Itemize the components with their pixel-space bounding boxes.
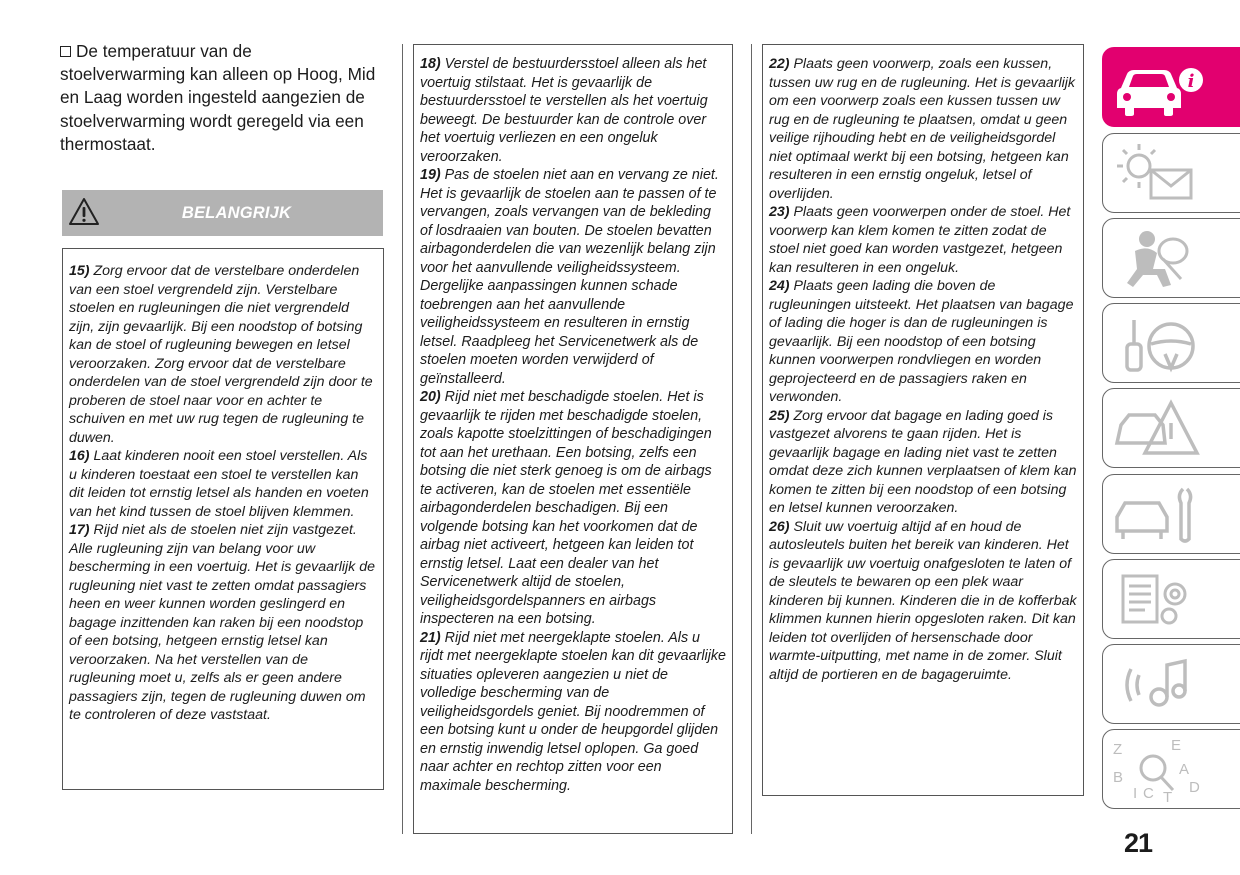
- warning-item: [420, 388, 726, 629]
- warning-number: 25): [769, 407, 790, 424]
- technical-data-icon: [1109, 566, 1205, 632]
- dashboard-lights-icon: [1109, 140, 1205, 206]
- banner-title: BELANGRIJK: [181, 204, 292, 222]
- sidebar-tab-instruments[interactable]: [1102, 133, 1240, 213]
- warning-item: [420, 166, 726, 388]
- warning-number: 23): [769, 204, 790, 220]
- warning-item: [769, 55, 1077, 203]
- warning-item: [769, 518, 1077, 685]
- sidebar-tab-starting-driving[interactable]: [1102, 303, 1240, 383]
- warning-number: 15): [69, 263, 90, 279]
- car-maintenance-icon: [1109, 481, 1205, 547]
- warning-number: 24): [769, 278, 790, 294]
- index-letter: D: [1189, 779, 1200, 796]
- warning-text: Zorg ervoor dat bagage en lading goed is vastgezet alvorens te gaan rijden. Het is gevaarlijk bagage en lading niet vast te zetten omdat deze zich kunnen verplaatsen of klem kan komen te zitten bij een noodstop of een botsing en letsel kunnen veroorzaken.: [769, 407, 1077, 516]
- sidebar-tab-index[interactable]: [1102, 729, 1240, 809]
- warning-text: Rijd niet als de stoelen niet zijn vastgezet. Alle rugleuning zijn van belang voor uw bescherming in een voertuig. Het is gevaarlijk de rugleuning niet vast te zetten omdat passagiers heen en weer kunnen worden geslingerd en bagage inzittenden kan raken bij een noodstop of een botsing, hetgeen ernstig letsel kan veroorzaken. Na het verstellen van de rugleuning moet u, zelfs als er geen andere passagiers zijn, tegen de rugleuning duwen om te controleren of deze vaststaat.: [69, 522, 375, 723]
- index-letter: I: [1133, 785, 1138, 802]
- column-divider: [751, 44, 752, 834]
- warning-text: Rijd niet met beschadigde stoelen. Het is gevaarlijk te rijden met beschadigde stoelen, zoals kapotte stoelzittingen of beschadigingen tot aan het urethaan. Een botsing, zelfs een botsing die niet sterk genoeg is om de airbags te activeren, kan de stoelen met essentiële airbagonderdelen beschadigen. Bij een volgende botsing kan het voorkomen dat de airbag niet activeert, hetgeen kan leiden tot ernstig letsel. Laat een dealer van het Servicenetwerk altijd de stoelen, veiligheidsgordelspanners en airbags inspecteren na een botsing.: [420, 389, 712, 627]
- warning-text: Plaats geen voorwerpen onder de stoel. Het voorwerp kan klem komen te zitten zodat de stoel niet goed kan worden vastgezet, hetgeen kan resulteren in een ongeluk.: [769, 204, 1071, 276]
- index-letter: T: [1163, 789, 1173, 802]
- warning-item: [69, 447, 377, 521]
- warning-number: 21): [420, 629, 441, 646]
- warning-number: 20): [420, 389, 441, 405]
- sidebar-tab-multimedia[interactable]: [1102, 644, 1240, 724]
- warning-text: Plaats geen lading die boven de rugleuningen uitsteekt. Het plaatsen van bagage of lading die hoger is dan de rugleuningen is gevaarlijk. Bij een noodstop of een botsing kunnen voorwerpen rondvliegen en worden geprojecteerd en de passagiers raken en verwonden.: [769, 278, 1074, 405]
- index-letter: B: [1113, 769, 1124, 786]
- checkbox-square-icon: [60, 46, 71, 57]
- important-banner: [62, 190, 383, 236]
- car-warning-triangle-icon: [1109, 395, 1205, 461]
- page-number: 21: [1124, 828, 1153, 858]
- intro-text: De temperatuur van de stoelverwarming kan alleen op Hoog, Mid en Laag worden ingesteld aangezien de stoelverwarming wordt geregeld via een thermostaat.: [60, 41, 376, 154]
- warning-item: [769, 203, 1077, 277]
- warning-text: Rijd niet met neergeklapte stoelen. Als u rijdt met neergeklapte stoelen kan dit gevaarlijke situaties opleveren aangezien u niet de volledige bescherming van de veiligheidsgordels geniet. Bij noodremmen of een botsing kunt u onder de heupgordel glijden en ernstig inwendig letsel oplopen. Ga goed naar achter en rechtop zitten voor een maximale bescherming.: [420, 629, 726, 794]
- sidebar-tab-technical-data[interactable]: [1102, 559, 1240, 639]
- warning-text: Zorg ervoor dat de verstelbare onderdelen van een stoel vergrendeld zijn. Verstelbare stoelen en rugleuningen die niet vergrendeld zijn, zijn gevaarlijk. Bij een noodstop of botsing kan de stoel of rugleuning bewegen en letsel veroorzaken. Zorg ervoor dat de verstelbare onderdelen van de stoel vergrendeld zijn door te proberen de stoel naar voor en achter te schuiven en met uw rug tegen de rugleuning te duwen.: [69, 263, 373, 446]
- warning-item: [420, 55, 726, 166]
- column-divider: [402, 44, 403, 834]
- warning-text: Verstel de bestuurdersstoel alleen als het voertuig stilstaat. Het is gevaarlijk de bestuurdersstoel te verstellen als het voertuig beweegt. De bestuurder kan de controle over het voertuig verliezen en een ongeluk veroorzaken.: [420, 56, 708, 165]
- index-letter: Z: [1113, 741, 1123, 758]
- warning-number: 26): [769, 518, 790, 535]
- warning-text: Sluit uw voertuig altijd af en houd de autosleutels buiten het bereik van kinderen. Het is gevaarlijk uw voertuig onafgesloten te laten of de sleutels te bewaren op een plek waar kinderen bij kunnen. Kinderen die in de kofferbak klimmen kunnen hierin opgesloten raken. Dit kan leiden tot overlijden of hersenschade door warmte-uitputting, met name in de zomer. Sluit altijd de portieren en de bagageruimte.: [769, 518, 1077, 683]
- warning-item: [769, 407, 1077, 518]
- warning-number: 19): [420, 167, 441, 183]
- warning-number: 22): [769, 56, 790, 72]
- warning-item: [420, 629, 726, 796]
- warning-box-1: [62, 248, 384, 790]
- car-info-icon: [1109, 54, 1205, 120]
- warning-number: 17): [69, 522, 90, 538]
- multimedia-icon: [1109, 651, 1205, 717]
- intro-paragraph: [60, 40, 380, 156]
- warning-item: [69, 521, 377, 725]
- sidebar-tab-emergency[interactable]: [1102, 388, 1240, 468]
- warning-item: [769, 277, 1077, 407]
- warning-box-3: [762, 44, 1084, 796]
- key-steering-wheel-icon: [1109, 310, 1205, 376]
- warning-number: 18): [420, 56, 441, 72]
- svg-text:i: i: [1187, 71, 1195, 92]
- index-letter: C: [1143, 785, 1154, 802]
- warning-item: [69, 262, 377, 447]
- warning-box-2: [413, 44, 733, 834]
- sidebar-tab-maintenance[interactable]: [1102, 474, 1240, 554]
- index-letter: A: [1179, 761, 1190, 778]
- sidebar-tab-knowing-car[interactable]: [1102, 47, 1240, 127]
- warning-text: Pas de stoelen niet aan en vervang ze niet. Het is gevaarlijk de stoelen aan te passen of te vervangen, zoals vervangen van de bekleding of losdraaien van bouten. De stoelen bevatten airbagonderdelen die van wezenlijk belang zijn voor het aanvullende veiligheidssysteem. Dergelijke aanpassingen kunnen schade toebrengen aan het aanvullende veiligheidssysteem en resulteren in ernstig letsel. Raadpleeg het Servicenetwerk als de stoelen moeten worden verwijderd of geïnstalleerd.: [420, 167, 719, 387]
- warning-text: Laat kinderen nooit een stoel verstellen. Als u kinderen toestaat een stoel te verstellen kan dit leiden tot ernstig letsel als handen en voeten van het kind tussen de stoel blijven klemmen.: [69, 448, 369, 520]
- sidebar-tab-safety[interactable]: [1102, 218, 1240, 298]
- warning-number: 16): [69, 448, 90, 464]
- airbag-safety-icon: [1109, 225, 1205, 291]
- warning-text: Plaats geen voorwerp, zoals een kussen, tussen uw rug en de rugleuning. Het is gevaarlijk om een voorwerp zoals een kussen tussen uw rug en de rugleuning te plaatsen, omdat u geen veilige rijhouding hebt en de veiligheidsgordel niet optimaal werkt bij een botsing, hetgeen kan resulteren in een ernstig ongeluk, letsel of overlijden.: [769, 56, 1075, 202]
- alphabetical-index-icon: [1109, 736, 1205, 802]
- index-letter: E: [1171, 737, 1182, 754]
